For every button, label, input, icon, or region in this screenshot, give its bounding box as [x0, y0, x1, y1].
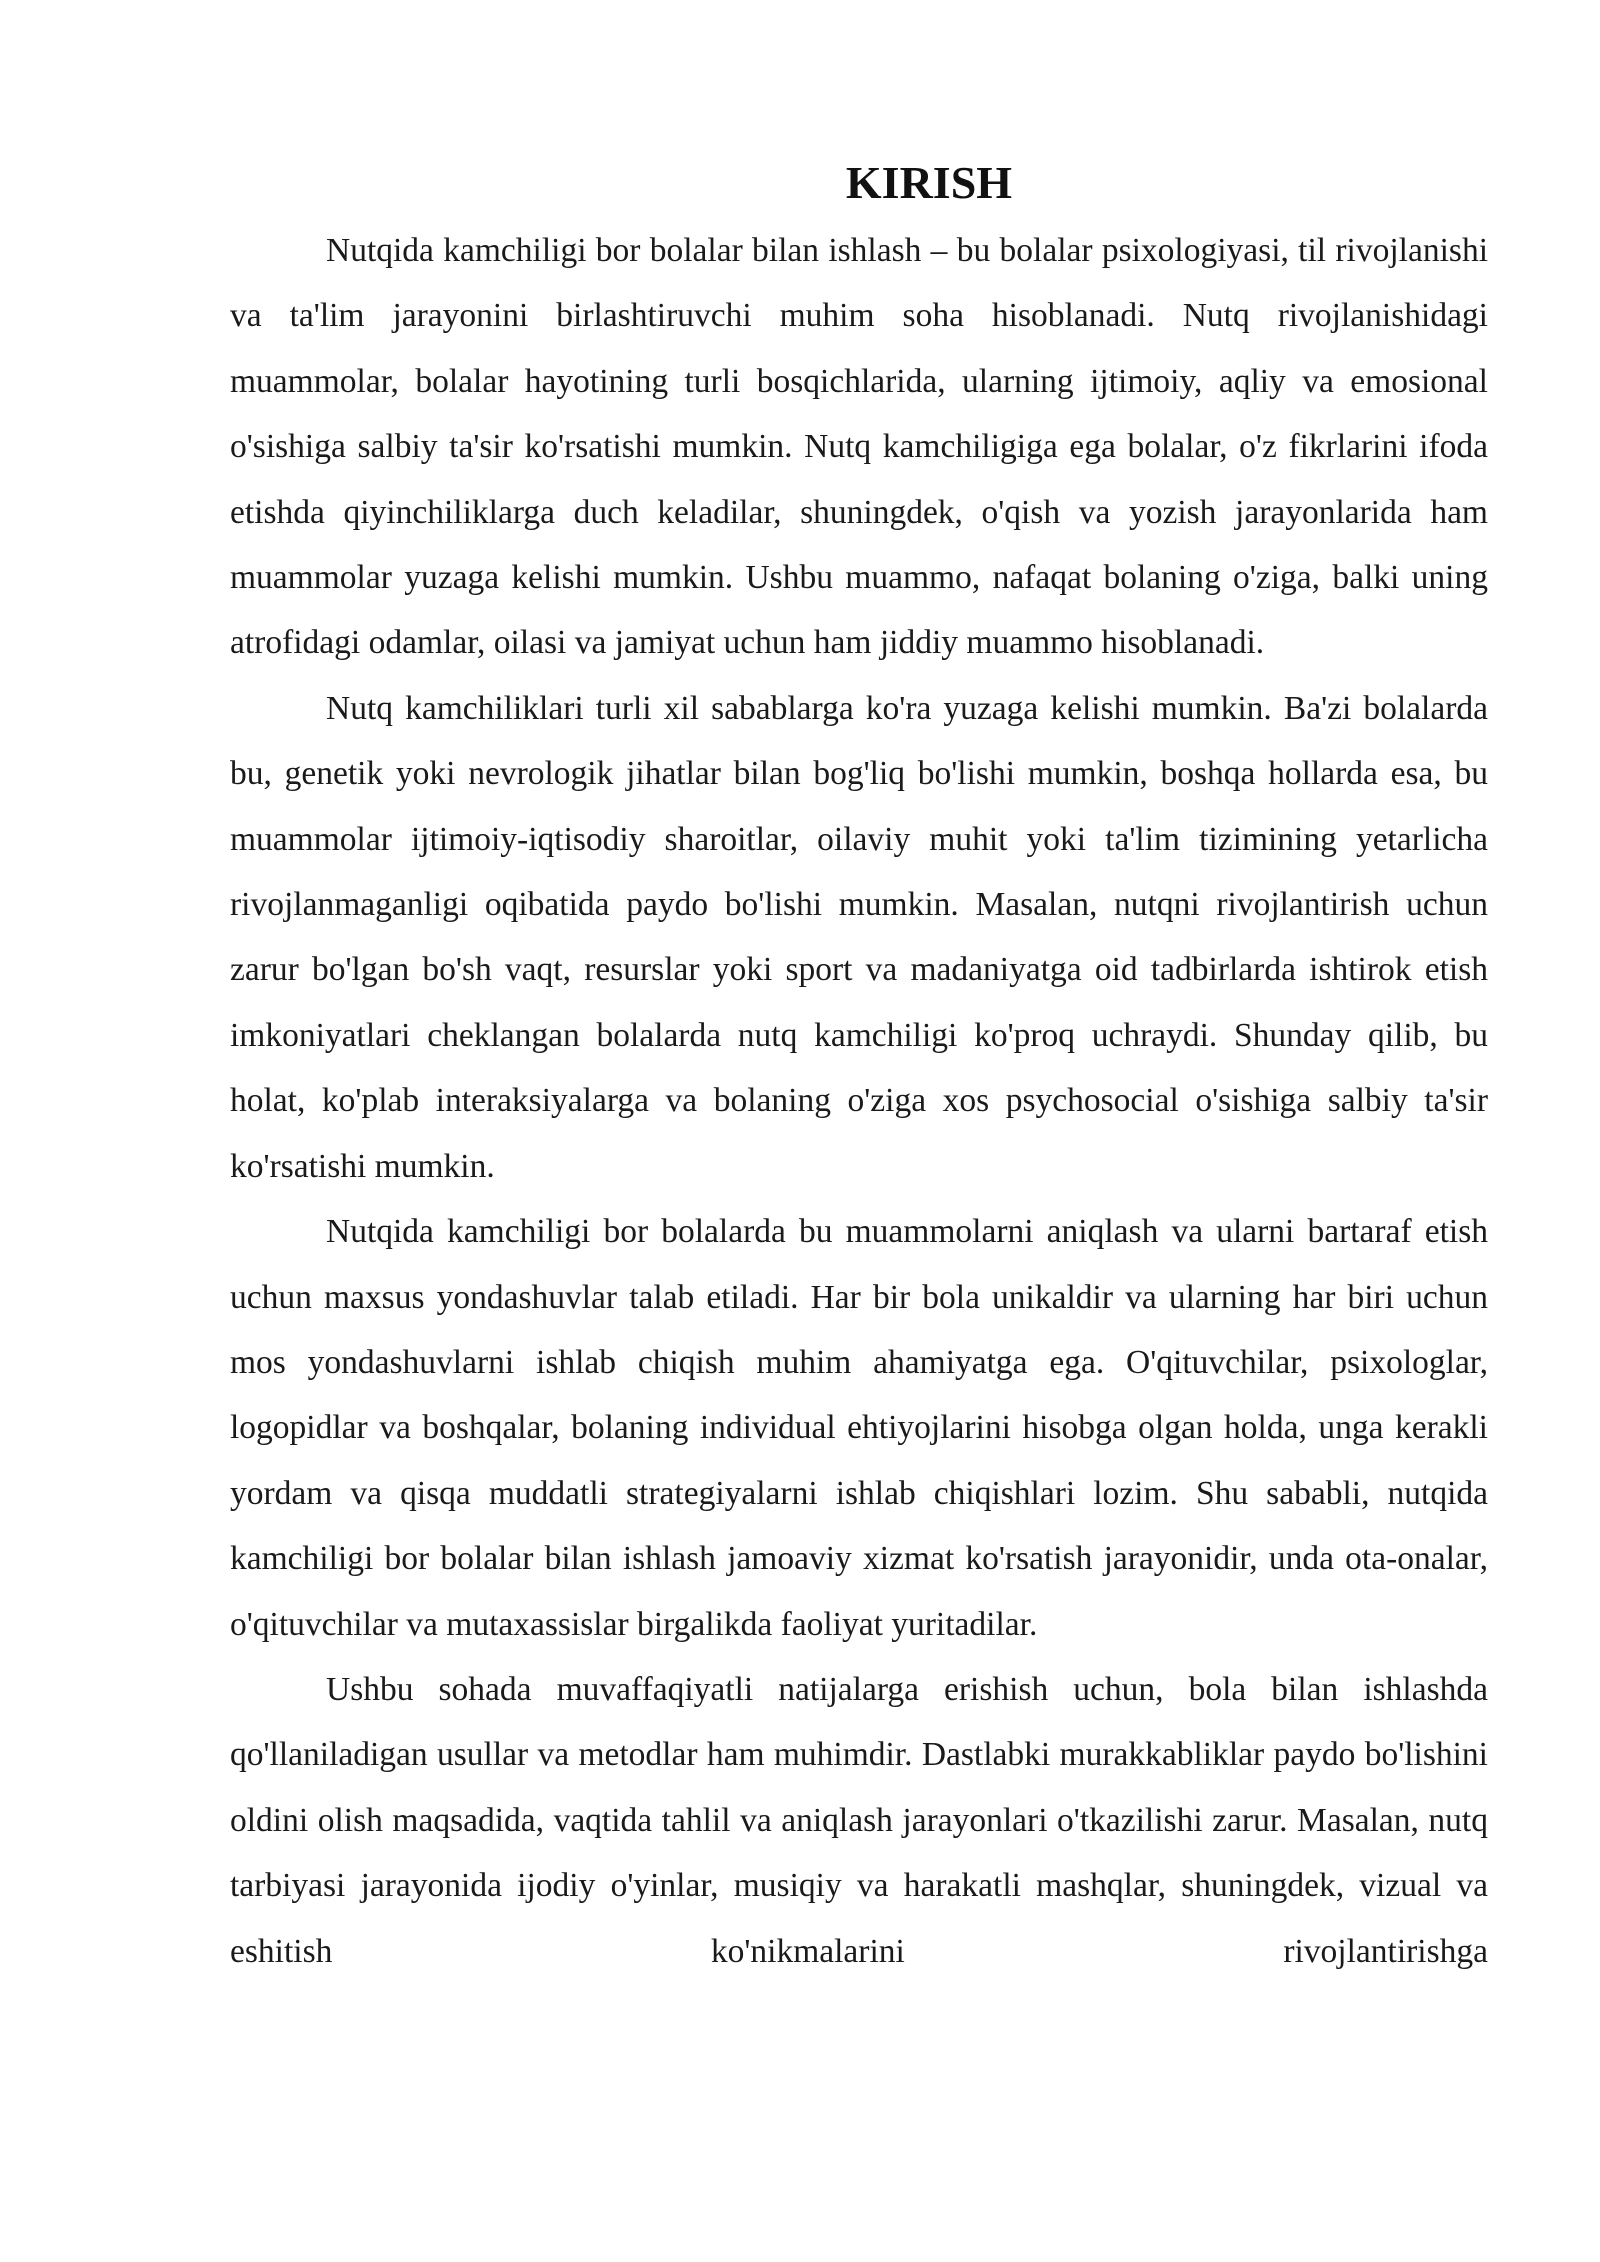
page-title: KIRISH [845, 157, 1013, 208]
paragraph-2: Nutq kamchiliklari turli xil sabablarga ko'ra yuzaga kelishi mumkin. Ba'zi bolalarda bu, genetik yoki nevrologik jihatlar bilan bog'liq bo'lishi mumkin, boshqa hollarda esa, bu muammolar ijtimoiy-iqtisodiy sharoitlar, oilaviy muhit yoki ta'lim tizimining yetarlicha rivojlanmaganligi oqibatida paydo bo'lishi mumkin. Masalan, nutqni rivojlantirish uchun zarur bo'lgan bo'sh vaqt, resurslar yoki sport va madaniyatga oid tadbirlarda ishtirok etish imkoniyatlari cheklangan bolalarda nutq kamchiligi ko'proq uchraydi. Shunday qilib, bu holat, ko'plab interaksiyalarga va bolaning o'ziga xos psychosocial o'sishiga salbiy ta'sir ko'rsatishi mumkin. [230, 689, 1488, 1185]
paragraph-3: Nutqida kamchiligi bor bolalarda bu muammolarni aniqlash va ularni bartaraf etish uchun maxsus yondashuvlar talab etiladi. Har bir bola unikaldir va ularning har biri uchun mos yondashuvlarni ishlab chiqish muhim ahamiyatga ega. O'qituvchilar, psixologlar, logopidlar va boshqalar, bolaning individual ehtiyojlarini hisobga olgan holda, unga kerakli yordam va qisqa muddatli strategiyalarni ishlab chiqishlari lozim. Shu sababli, nutqida kamchiligi bor bolalar bilan ishlash jamoaviy xizmat ko'rsatish jarayonidir, unda ota-onalar, o'qituvchilar va mutaxassislar birgalikda faoliyat yuritadilar. [230, 1213, 1488, 1643]
document-body [230, 148, 1488, 1984]
paragraph-1: Nutqida kamchiligi bor bolalar bilan ishlash – bu bolalar psixologiyasi, til rivojlanishi va ta'lim jarayonini birlashtiruvchi muhim soha hisoblanadi. Nutq rivojlanishidagi muammolar, bolalar hayotining turli bosqichlarida, ularning ijtimoiy, aqliy va emosional o'sishiga salbiy ta'sir ko'rsatishi mumkin. Nutq kamchiligiga ega bolalar, o'z fikrlarini ifoda etishda qiyinchiliklarga duch keladilar, shuningdek, o'qish va yozish jarayonlarida ham muammolar yuzaga kelishi mumkin. Ushbu muammo, nafaqat bolaning o'ziga, balki uning atrofidagi odamlar, oilasi va jamiyat uchun ham jiddiy muammo hisoblanadi. [230, 232, 1488, 662]
paragraph-4: Ushbu sohada muvaffaqiyatli natijalarga erishish uchun, bola bilan ishlashda qo'llaniladigan usullar va metodlar ham muhimdir. Dastlabki murakkabliklar paydo bo'lishini oldini olish maqsadida, vaqtida tahlil va aniqlash jarayonlari o'tkazilishi zarur. Masalan, nutq tarbiyasi jarayonida ijodiy o'yinlar, musiqiy va harakatli mashqlar, shuningdek, vizual va eshitish ko'nikmalarini rivojlantirishga [230, 1670, 1488, 1970]
